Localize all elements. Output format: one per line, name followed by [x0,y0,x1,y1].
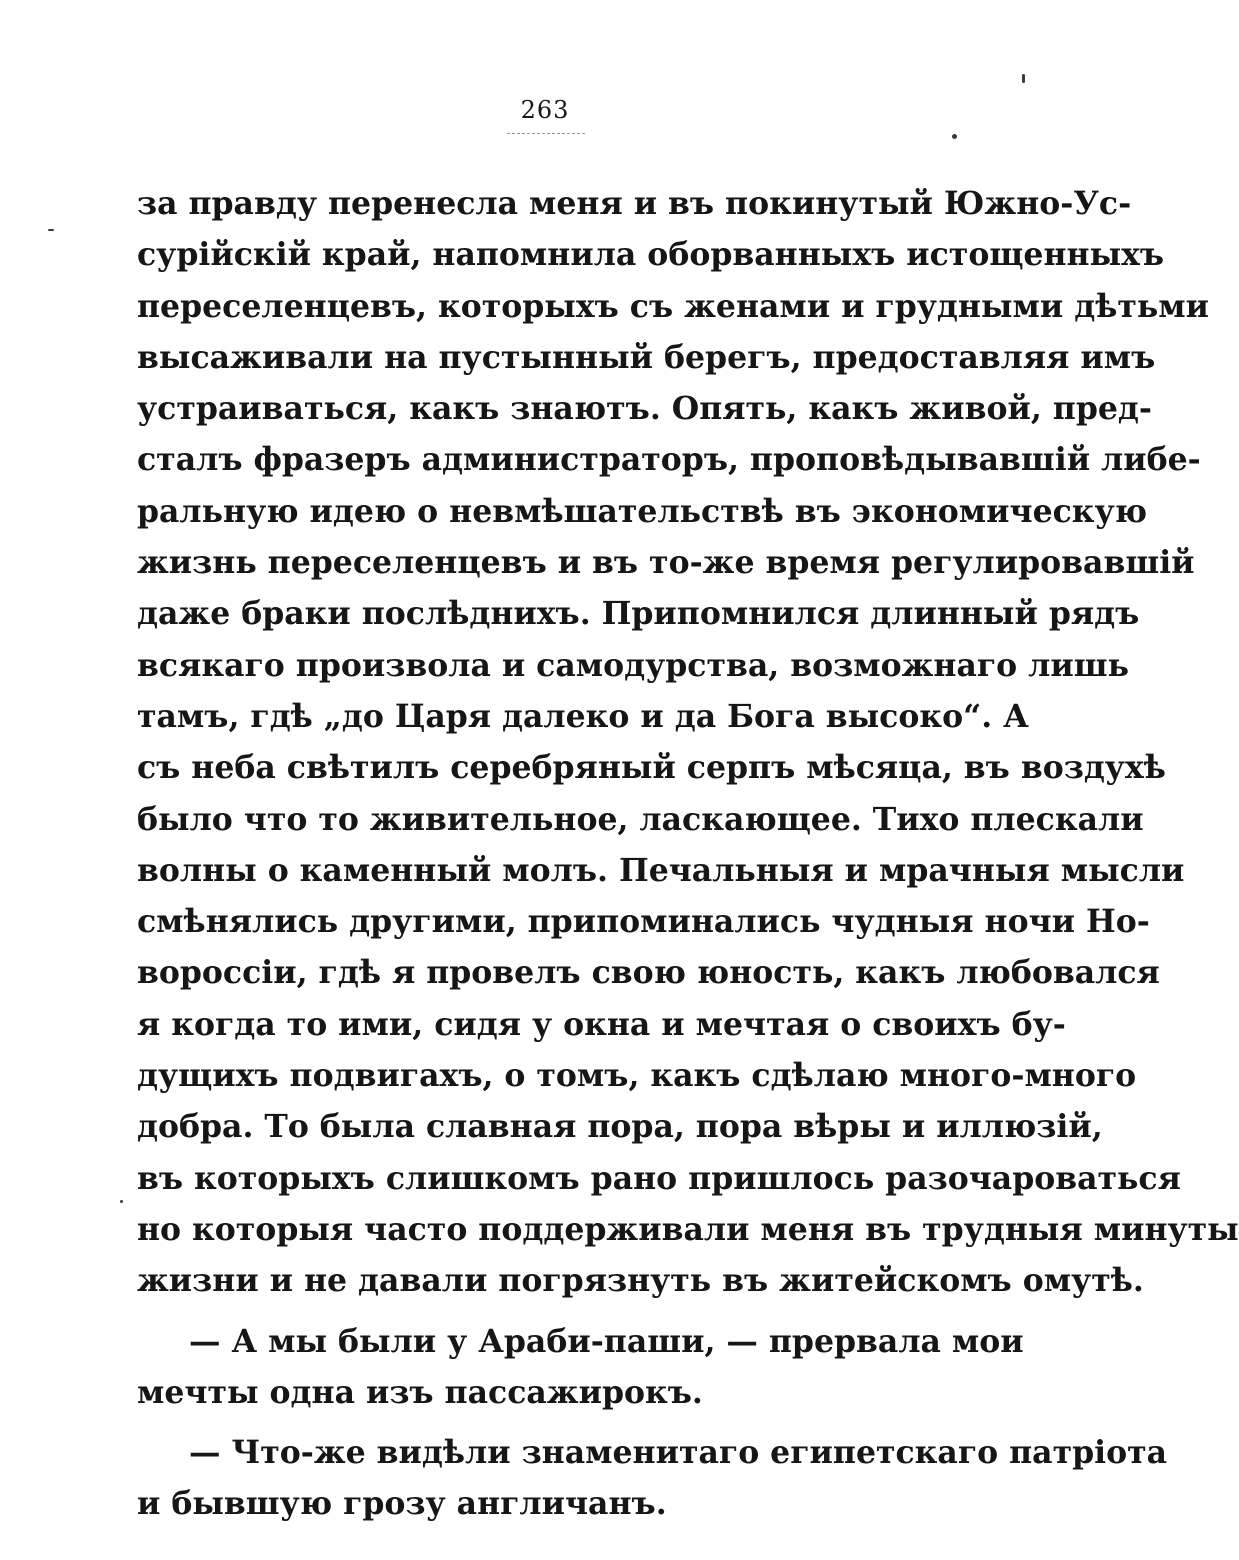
body-text [137,178,1239,1530]
text-line: высаживали на пустынный берегъ, предоставляя имъ [137,338,1156,376]
text-line: жизнь переселенцевъ и въ то-же время регулировавшій [137,544,1195,582]
text-line: я когда то ими, сидя у окна и мечтая о своихъ бу- [137,1005,1066,1043]
paragraph-dialogue [137,1316,1024,1419]
paragraph [137,178,1239,1307]
header-rule [507,133,585,134]
text-line: — А мы были у Араби-паши, — прервала мои [189,1322,1024,1360]
text-line: вороссіи, гдѣ я провелъ свою юность, какъ любовался [137,954,1160,992]
text-line: волны о каменный молъ. Печальныя и мрачныя мысли [137,851,1185,889]
text-line: устраиваться, какъ знаютъ. Опять, какъ живой, пред- [137,390,1152,428]
paragraph-gap [137,1418,949,1427]
text-line: всякаго произвола и самодурства, возможнаго лишь [137,646,1129,684]
text-line: сталъ фразеръ администраторъ, проповѣдывавшій либе- [137,441,1201,479]
scan-speck [1022,74,1025,83]
text-line: но которыя часто поддерживали меня въ трудныя минуты [137,1210,1239,1248]
text-line: въ которыхъ слишкомъ рано пришлось разочароваться [137,1159,1181,1197]
text-line: ральную идею о невмѣшательствѣ въ экономическую [137,492,1147,530]
text-line: добра. То была славная пора, пора вѣры и иллюзій, [137,1108,1103,1146]
text-line: переселенцевъ, которыхъ съ женами и грудными дѣтьми [137,287,1210,325]
text-line: было что то живительное, ласкающее. Тихо плескали [137,800,1144,838]
scan-speck [120,1200,123,1203]
page-number: 263 [520,96,570,124]
text-line: жизни и не давали погрязнуть въ житейскомъ омутѣ. [137,1262,1144,1300]
text-line: сурійскій край, напомнила оборванныхъ истощенныхъ [137,236,1165,274]
scan-speck [48,229,54,231]
paragraph-dialogue [137,1427,1168,1530]
text-line: и бывшую грозу англичанъ. [137,1485,667,1523]
text-line: смѣнялись другими, припоминались чудныя ночи Но- [137,903,1150,941]
text-line: тамъ, гдѣ „до Царя далеко и да Бога высоко“. А [137,697,1029,735]
text-line: мечты одна изъ пассажирокъ. [137,1373,703,1411]
text-line: — Что-же видѣли знаменитаго египетскаго патріота [189,1434,1168,1472]
paragraph-gap [137,1307,949,1316]
text-line: дущихъ подвигахъ, о томъ, какъ сдѣлаю много-много [137,1057,1137,1095]
text-line: даже браки послѣднихъ. Припомнился длинный рядъ [137,595,1140,633]
text-line: съ неба свѣтилъ серебряный серпъ мѣсяца, въ воздухѣ [137,749,1166,787]
text-line: за правду перенесла меня и въ покинутый Южно-Ус- [137,185,1132,222]
scan-speck [952,134,957,139]
